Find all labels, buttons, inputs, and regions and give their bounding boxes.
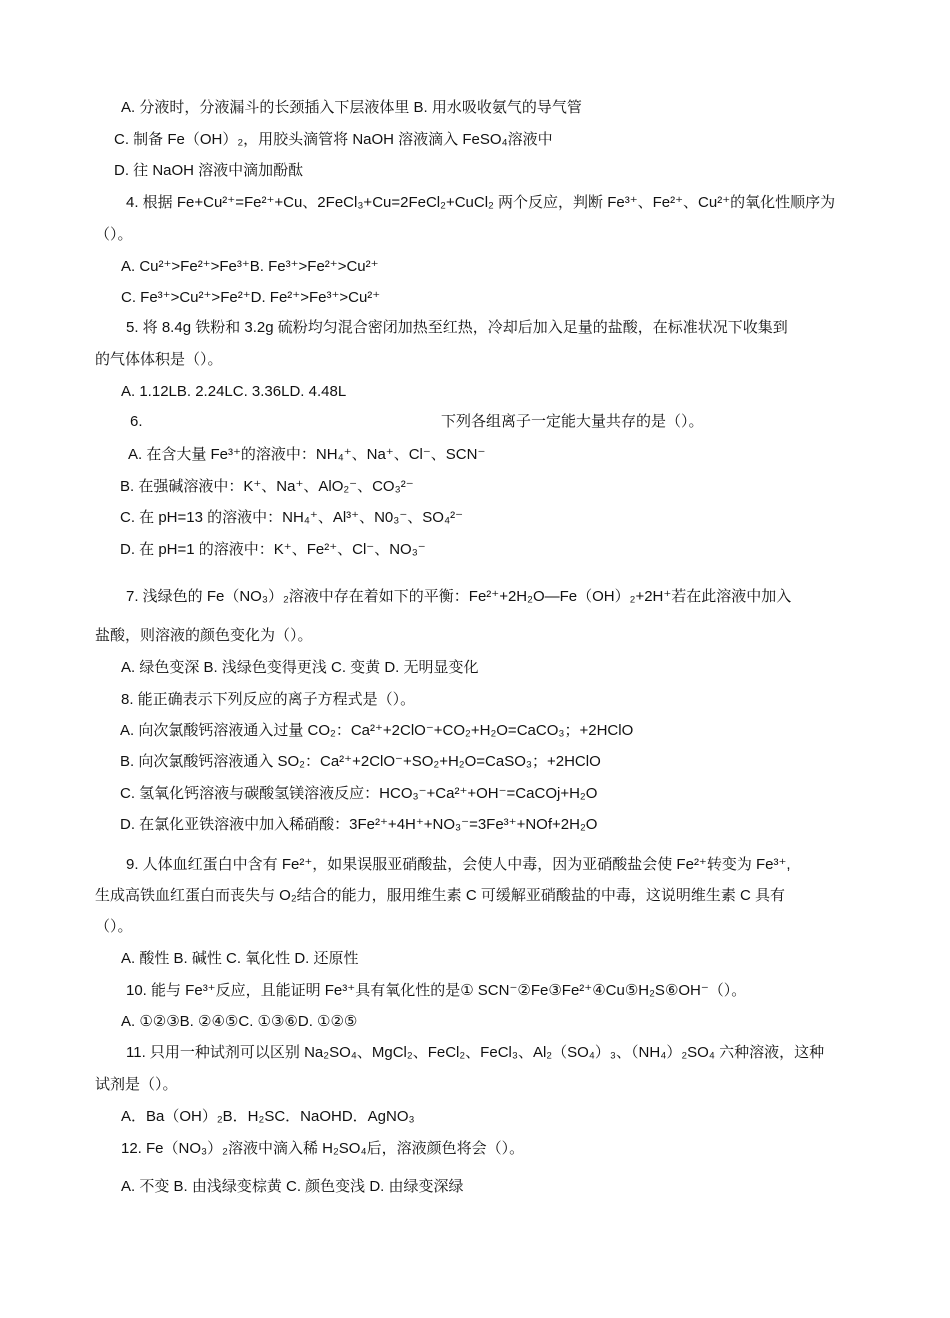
text-line: A．Ba（OH）₂B．H₂SC．NaOHD．AgNO₃ xyxy=(121,1108,415,1125)
text-line: 12. Fe（NO₃）₂溶液中滴入稀 H₂SO₄后，溶液颜色将会（）。 xyxy=(121,1140,525,1157)
text-line: B. 在强碱溶液中：K⁺、Na⁺、AlO₂⁻、CO₃²⁻ xyxy=(120,478,414,495)
text-line: 7. 浅绿色的 Fe（NO₃）₂溶液中存在着如下的平衡：Fe²⁺+2H₂O—Fe（OH）₂+2H⁺若在此溶液中加入 xyxy=(126,588,792,605)
text-line: 6. xyxy=(130,413,143,430)
text-line: C. 在 pH=13 的溶液中：NH₄⁺、Al³⁺、N0₃⁻、SO₄²⁻ xyxy=(120,509,463,526)
text-line: （）。 xyxy=(95,918,133,935)
text-line: C. 氢氧化钙溶液与碳酸氢镁溶液反应：HCO₃⁻+Ca²⁺+OH⁻=CaCOj+H₂O xyxy=(120,785,598,802)
text-line: A. 1.12LB. 2.24LC. 3.36LD. 4.48L xyxy=(121,383,347,400)
text-line: A. 绿色变深 B. 浅绿色变得更浅 C. 变黄 D. 无明显变化 xyxy=(121,659,479,676)
text-line: A. 分液时，分液漏斗的长颈插入下层液体里 B. 用水吸收氨气的导气管 xyxy=(121,99,582,116)
text-line: 10. 能与 Fe³⁺反应，且能证明 Fe³⁺具有氧化性的是① SCN⁻②Fe③Fe²⁺④Cu⑤H₂S⑥OH⁻（）。 xyxy=(126,982,747,999)
text-line: D. 往 NaOH 溶液中滴加酚酞 xyxy=(114,162,304,179)
text-line: D. 在氯化亚铁溶液中加入稀硝酸：3Fe²⁺+4H⁺+NO₃⁻=3Fe³⁺+NOf+2H₂O xyxy=(120,816,598,833)
text-line: 11. 只用一种试剂可以区别 Na₂SO₄、MgCl₂、FeCl₂、FeCl₃、Al₂（SO₄）₃、（NH₄）₂SO₄ 六种溶液，这种 xyxy=(126,1044,825,1061)
text-line: 9. 人体血红蛋白中含有 Fe²⁺，如果误服亚硝酸盐，会使人中毒，因为亚硝酸盐会使 Fe²⁺转变为 Fe³⁺, xyxy=(126,856,791,873)
text-line: A. ①②③B. ②④⑤C. ①③⑥D. ①②⑤ xyxy=(121,1013,358,1030)
text-line: C. 制备 Fe（OH）₂，用胶头滴管将 NaOH 溶液滴入 FeSO₄溶液中 xyxy=(114,131,553,148)
text-line: 生成高铁血红蛋白而丧失与 O₂结合的能力，服用维生素 C 可缓解亚硝酸盐的中毒，这说明维生素 C 具有 xyxy=(95,887,785,904)
text-line: C. Fe³⁺>Cu²⁺>Fe²⁺D. Fe²⁺>Fe³⁺>Cu²⁺ xyxy=(121,289,381,306)
text-line: 4. 根据 Fe+Cu²⁺=Fe²⁺+Cu、2FeCl₃+Cu=2FeCl₂+CuCl₂ 两个反应，判断 Fe³⁺、Fe²⁺、Cu²⁺的氧化性顺序为 xyxy=(126,194,836,211)
text-line: A. Cu²⁺>Fe²⁺>Fe³⁺B. Fe³⁺>Fe²⁺>Cu²⁺ xyxy=(121,258,379,275)
text-line: 5. 将 8.4g 铁粉和 3.2g 硫粉均匀混合密闭加热至红热，冷却后加入足量的盐酸，在标准状况下收集到 xyxy=(126,319,788,336)
text-line: A. 不变 B. 由浅绿变棕黄 C. 颜色变浅 D. 由绿变深绿 xyxy=(121,1178,464,1195)
text-line: 试剂是（）。 xyxy=(95,1076,178,1093)
text-line: 的气体体积是（）。 xyxy=(95,351,223,368)
text-line: （）。 xyxy=(95,226,133,243)
text-line: D. 在 pH=1 的溶液中：K⁺、Fe²⁺、Cl⁻、NO₃⁻ xyxy=(120,541,426,558)
text-line: A. 向次氯酸钙溶液通入过量 CO₂：Ca²⁺+2ClO⁻+CO₂+H₂O=CaCO₃；+2HClO xyxy=(120,722,634,739)
text-line: A. 酸性 B. 碱性 C. 氧化性 D. 还原性 xyxy=(121,950,359,967)
text-line: A. 在含大量 Fe³⁺的溶液中：NH₄⁺、Na⁺、Cl⁻、SCN⁻ xyxy=(128,446,486,463)
text-line: 8. 能正确表示下列反应的离子方程式是（）。 xyxy=(121,691,416,708)
text-line: 下列各组离子一定能大量共存的是（）。 xyxy=(441,413,704,430)
text-line: B. 向次氯酸钙溶液通入 SO₂：Ca²⁺+2ClO⁻+SO₂+H₂O=CaSO₃；+2HClO xyxy=(120,753,601,770)
text-line: 盐酸，则溶液的颜色变化为（）。 xyxy=(95,627,313,644)
